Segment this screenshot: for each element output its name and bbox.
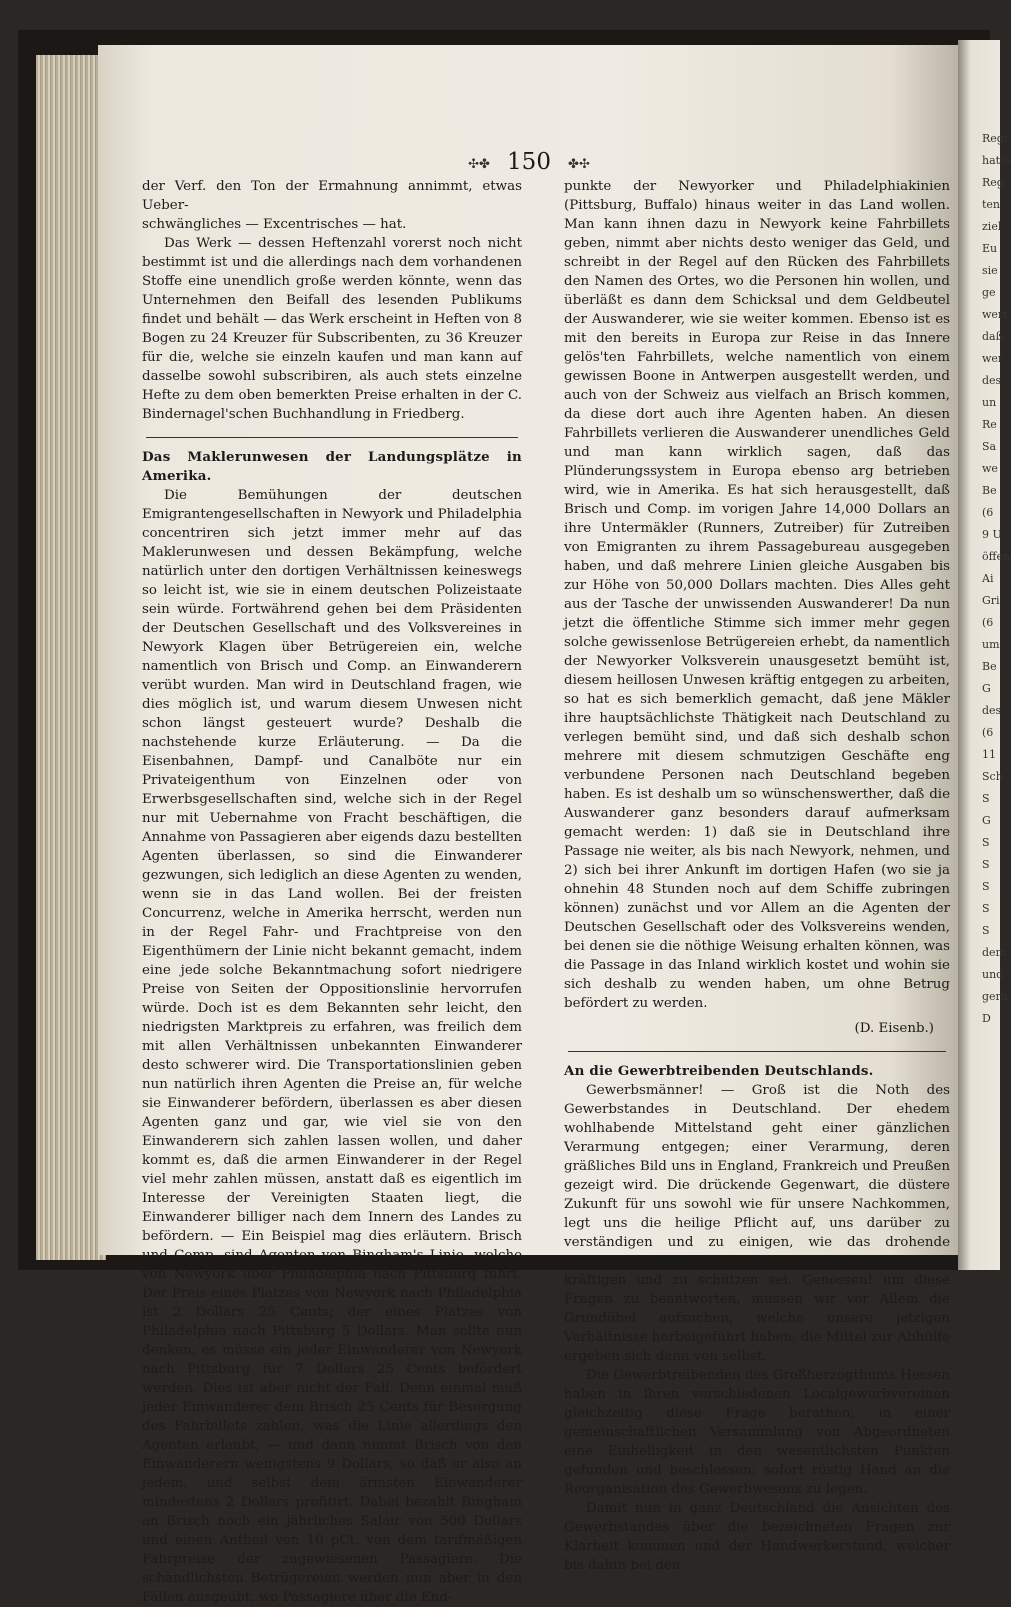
article-heading-makler: Das Maklerunwesen der Landungsplätze in Amerika. <box>142 449 522 484</box>
next-page-text-fragment: Eu <box>982 242 998 255</box>
next-page-text-fragment: we <box>982 462 998 475</box>
right-column <box>564 177 950 1575</box>
next-page-text-fragment: Be <box>982 484 997 497</box>
paragraph-makler: Die Bemühungen der deutschen Emigrantengesellschaften in Newyork und Philadelphia concentriren sich jetzt immer mehr auf das Maklerunwesen und dessen Bekämpfung, welche natürlich unter den dortigen Verhältnissen keineswegs so leicht ist, wie sie in einem deutschen Polizeistaate sein würde. Fortwährend gehen bei dem Präsidenten der Deutschen Gesellschaft und des Volksvereines in Newyork Klagen über Betrügereien ein, welche namentlich von Brisch und Comp. an Einwanderern verübt wurden. Man wird in Deutschland fragen, wie dies möglich ist, und warum diesem Unwesen nicht schon längst gesteuert wurde? Deshalb die nachstehende kurze Erläuterung. — Da die Eisenbahnen, Dampf- und Canalböte nur ein Privateigenthum von Einzelnen oder von Erwerbsgesellschaften sind, welche sich in der Regel nur mit Uebernahme von Fracht beschäftigen, die Annahme von Passagieren aber eigends dazu bestellten Agenten überlassen, so sind die Einwanderer gezwungen, sich lediglich an diese Agenten zu wenden, wenn sie in das Land wollen. Bei der freisten Concurrenz, welche in Amerika herrscht, werden nun in der Regel Fahr- und Frachtpreise von den Eigenthümern der Linie nicht bekannt gemacht, indem eine jede solche Bekanntmachung sofort niedrigere Preise von Seiten der Oppositionslinie hervorrufen würde. Doch ist es dem Bekannten sehr leicht, den niedrigsten Marktpreis zu erfahren, was freilich dem mit allen Verhältnissen unbekannten Einwanderer desto schwerer wird. Die Transportationslinien geben nun natürlich ihren Agenten die Preise an, für welche sie Einwanderer befördern, überlassen es aber diesen Agenten ganz und gar, wie viel sie von den Einwanderern sich zahlen lassen wollen, und daher kommt es, daß die armen Einwanderer in der Regel viel mehr zahlen müssen, anstatt daß es eigentlich im Interesse der Vereinigten Staaten liegt, die Einwanderer billiger nach dem Innern des Landes zu befördern. — Ein Beispiel mag dies erläutern. Brisch und Comp. sind Agenten von Bingham's Linie, welche von Newyork über Philadelphia nach Pittsburg führt. Der Preis eines Platzes von Newyork nach Philadelphia ist 2 Dollars 25 Cents; der eines Platzes von Philadelphia nach Pittsburg 5 Dollars. Man sollte nun denken, es müsse ein jeder Einwanderer von Newyork nach Pittsburg für 7 Dollars 25 Cents befördert werden. Dies ist aber nicht der Fall. Denn einmal muß jeder Einwanderer dem Brisch 25 Cents für Besorgung des Fahrbillets zahlen, was die Linie allerdings den Agenten erlaubt, — und dann nimmt Brisch von den Einwanderern wenigstens 9 Dollars, so daß er also an jedem, und selbst dem ärmsten Einwanderer mindestens 2 Dollars profitirt. Dabei bezahlt Bingham an Brisch noch ein jährliches Salair von 500 Dollars und einen Antheil von 10 pCt. von dem tarifmäßigen Fahrpreise der zugewiesenen Passagiere. Die schändlichsten Betrügereien werden nun aber in den Fällen ausgeübt, wo Passagiere über die End- <box>142 488 522 1605</box>
paragraph-hessen: Die Gewerbtreibenden des Großherzogthums Hessen haben in ihren verschiedenen Localgewerbvereinen gleichzeitig diese Frage berathen, in einer gemeinschaftlichen Versammlung von Abgeordneten eine Einhelligkeit in den wesentlichsten Punkten gefunden und beschlossen: sofort rüstig Hand an die Reorganisation des Gewerbwesens zu legen. <box>564 1368 950 1497</box>
next-page-text-fragment: sie <box>982 264 998 277</box>
next-page-text-fragment: öffen <box>982 550 1011 563</box>
next-page-text-fragment: D <box>982 1012 991 1025</box>
page-header <box>98 149 960 175</box>
book-page-edges <box>36 55 106 1260</box>
next-page-text-fragment: daß <box>982 330 1003 343</box>
paragraph-werk: Das Werk — dessen Heftenzahl vorerst noch nicht bestimmt ist und die allerdings nach dem vorhandenen Stoffe eine unendlich große werden könnte, wenn das Unternehmen den Beifall des lesenden Publikums findet und behält — das Werk erscheint in Heften von 8 Bogen zu 24 Kreuzer für Subscribenten, zu 36 Kreuzer für die, welche sie einzeln kaufen und man kann auf dasselbe sowohl subscribiren, als auch stets einzelne Hefte zu dem oben bemerkten Preise erhalten in der C. Bindernagel'schen Buchhandlung in Friedberg. <box>142 236 522 422</box>
next-page-text-fragment: S <box>982 924 990 937</box>
next-page-text-fragment: un <box>982 396 997 409</box>
next-page-text-fragment: S <box>982 858 990 871</box>
next-page-text-fragment: Regi <box>982 132 1008 145</box>
next-page-text-fragment: G <box>982 814 991 827</box>
next-page-text-fragment: wer <box>982 352 1004 365</box>
next-page-text-fragment: hatte <box>982 154 1011 167</box>
next-page-text-fragment: Gri <box>982 594 1000 607</box>
next-page-text-fragment: des <box>982 704 1002 717</box>
next-page-text-fragment: ge <box>982 286 996 299</box>
ornament-right-icon: ✤✣ <box>568 157 590 172</box>
left-column <box>142 177 522 1607</box>
next-page-text-fragment: 9 U <box>982 528 1002 541</box>
next-page-text-fragment: (6 <box>982 726 994 739</box>
intro-line-1: der Verf. den Ton der Ermahnung annimmt, etwas Ueber- <box>142 179 522 213</box>
next-page-text-fragment: (6 <box>982 506 994 519</box>
next-page-text-fragment: Be <box>982 660 997 673</box>
next-page-text-fragment: S <box>982 792 990 805</box>
next-page-fragment <box>958 40 1011 1270</box>
next-page-text-fragment: S <box>982 836 990 849</box>
article-signature: (D. Eisenb.) <box>854 1021 934 1036</box>
section-divider <box>568 1051 946 1052</box>
book-page <box>98 45 960 1605</box>
next-page-text-fragment: um <box>982 638 1000 651</box>
next-page-text-fragment: S <box>982 902 990 915</box>
paragraph-appeal: Gewerbsmänner! — Groß ist die Noth des Gewerbstandes in Deutschland. Der ehedem wohlhabende Mittelstand geht einer gänzlichen Verarmung entgegen; einer Verarmung, deren gräßliches Bild uns in England, Frankreich und Preußen gezeigt wird. Die drückende Gegenwart, die düstere Zukunft für uns sowohl wie für unsere Nachkommen, legt uns die heilige Pflicht auf, uns darüber zu verständigen und zu einigen, wie das drohende Verderben abzuwenden, wie der Handwerkerstand zu kräftigen und zu schützen sei. Genossen! um diese Fragen zu beantworten, müssen wir vor Allem die Grundübel aufsuchen, welche unsere jetzigen Verhältnisse herbeigeführt haben, die Mittel zur Abhülfe ergeben sich dann von selbst. <box>564 1083 950 1364</box>
next-page-text-fragment: ten <box>982 198 1001 211</box>
next-page-text-fragment: dem <box>982 946 1006 959</box>
next-page-text-fragment: S <box>982 880 990 893</box>
next-page-text-fragment: des <box>982 374 1002 387</box>
next-page-text-fragment: ziel <box>982 220 1002 233</box>
next-page-text-fragment: Ai <box>982 572 994 585</box>
intro-line-2: schwängliches — Excentrisches — hat. <box>142 217 407 232</box>
next-page-text-fragment: G <box>982 682 991 695</box>
next-page-text-fragment: Reg <box>982 176 1004 189</box>
next-page-text-fragment: Sa <box>982 440 997 453</box>
paragraph-final: Damit nun in ganz Deutschland die Ansichten des Gewerbstandes über die bezeichneten Fragen zur Klarheit kommen und der Handwerkerstand, welcher bis dahin bei den <box>564 1501 950 1573</box>
page-number: 150 <box>507 149 551 175</box>
next-page-text-fragment: Re <box>982 418 997 431</box>
section-divider <box>146 437 518 438</box>
next-page-text-fragment: (6 <box>982 616 994 629</box>
next-page-text-fragment: geru <box>982 990 1008 1003</box>
next-page-text-fragment: Sch <box>982 770 1003 783</box>
next-page-text-fragment: und <box>982 968 1004 981</box>
ornament-left-icon: ✣✤ <box>468 157 490 172</box>
next-page-text-fragment: 11 <box>982 748 996 761</box>
next-page-text-fragment: wert <box>982 308 1008 321</box>
article-heading-gewerbe: An die Gewerbtreibenden Deutschlands. <box>564 1063 874 1079</box>
paragraph-continuation: punkte der Newyorker und Philadelphiakinien (Pittsburg, Buffalo) hinaus weiter in das Land wollen. Man kann ihnen dazu in Newyork keine Fahrbillets geben, nimmt aber nichts desto weniger das Geld, und schreibt in der Regel auf den Rücken des Fahrbillets den Namen des Ortes, wo die Personen hin wollen, und überläßt es dann dem Schicksal und dem Geldbeutel der Auswanderer, wie sie weiter kommen. Ebenso ist es mit den bereits in Europa zur Reise in das Innere gelös'ten Fahrbillets, welche namentlich von einem gewissen Boone in Antwerpen ausgestellt werden, und auch von der Schweiz aus vielfach an Brisch kommen, da diese dort auch ihre Agenten haben. An diesen Fahrbillets verlieren die Auswanderer unendliches Geld und man kann wirklich sagen, daß das Plünderungssystem in Europa ebenso arg betrieben wird, wie in Amerika. Es hat sich herausgestellt, daß Brisch und Comp. im vorigen Jahre 14,000 Dollars an ihre Untermäkler (Runners, Zutreiber) für Zutreiben von Emigranten zu ihrem Passagebureau ausgegeben haben, und daß mehrere Linien gleiche Ausgaben bis zur Höhe von 50,000 Dollars machten. Dies Alles geht aus der Tasche der unwissenden Auswanderer! Da nun jetzt die öffentliche Stimme sich immer mehr gegen solche gewissenlose Betrügereien erhebt, da namentlich der Newyorker Volksverein unausgesetzt bemüht ist, diesem heillosen Unwesen kräftig entgegen zu arbeiten, so hat es sich bemerklich gemacht, daß jene Mäkler ihre hauptsächlichste Thätigkeit nach Deutschland zu verlegen bemüht sind, und daß sich deshalb schon mehrere mit diesem schmutzigen Geschäfte eng verbundene Personen nach Deutschland begeben haben. Es ist deshalb um so wünschenswerther, daß die Auswanderer ganz besonders darauf aufmerksam gemacht werden: 1) daß sie in Deutschland ihre Passage nie weiter, als bis nach Newyork, nehmen, und 2) sich bei ihrer Ankunft im dortigen Hafen (wo sie ja ohnehin 48 Stunden noch auf dem Schiffe zubringen können) zunächst und vor Allem an die Agenten der Deutschen Gesellschaft oder des Volksvereins wenden, bei denen sie die nöthige Weisung erhalten können, was die Passage in das Inland wirklich kostet und wohin sie sich deshalb zu wenden haben, um ohne Betrug befördert zu werden. <box>564 179 950 1011</box>
